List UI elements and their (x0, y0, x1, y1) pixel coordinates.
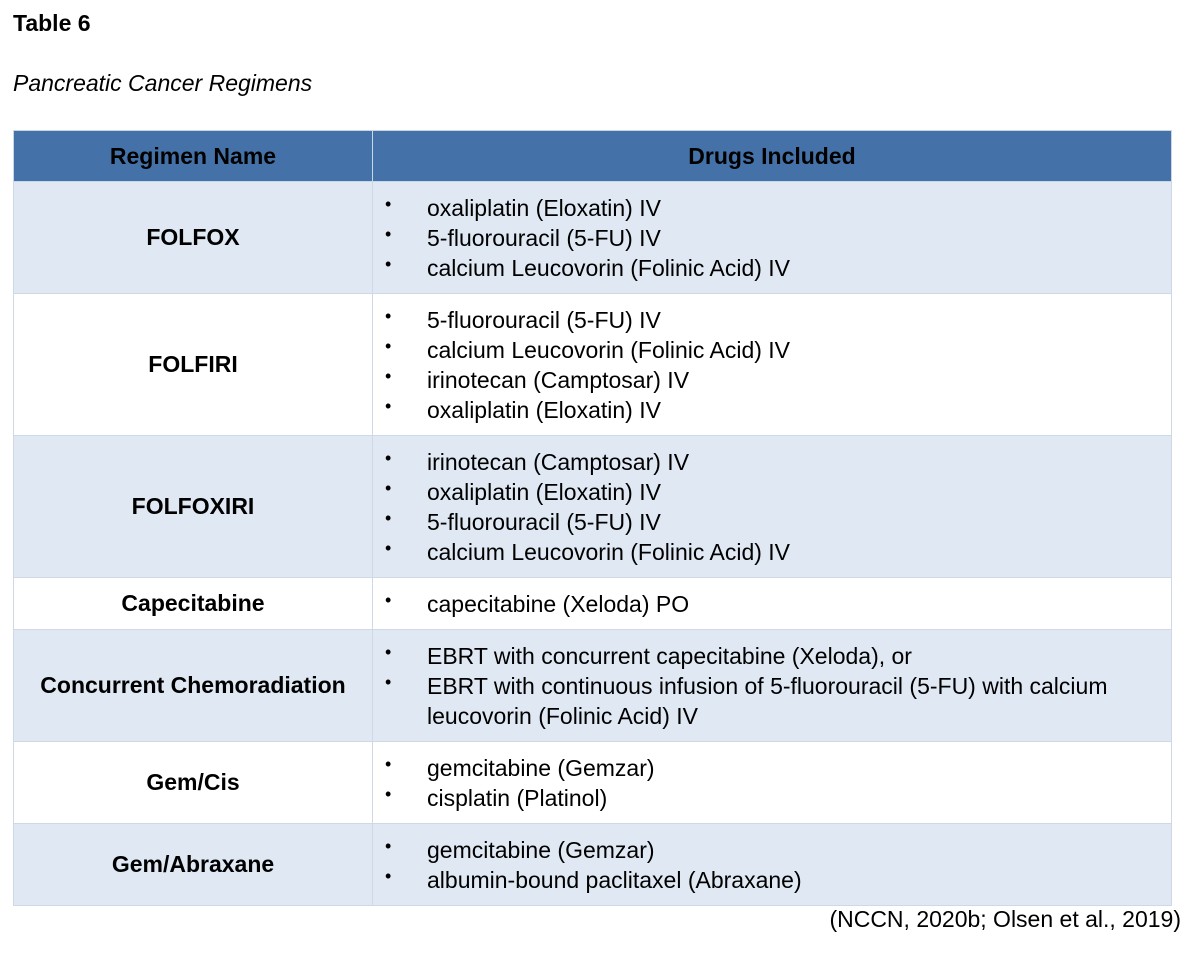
bullet-icon: • (385, 836, 392, 856)
drug-text: EBRT with continuous infusion of 5-fluorouracil (5-FU) with calcium leucovorin (Folinic Acid) IV (427, 673, 1108, 729)
table-row (14, 742, 1172, 824)
regimen-name: Gem/Cis (14, 742, 373, 824)
table-row (14, 436, 1172, 578)
regimen-name: FOLFIRI (14, 294, 373, 436)
drug-item (373, 193, 1171, 223)
citation: (NCCN, 2020b; Olsen et al., 2019) (829, 906, 1181, 932)
table-row (14, 630, 1172, 742)
bullet-icon: • (385, 866, 392, 886)
drug-item (373, 783, 1171, 813)
column-header-regimen-name: Regimen Name (14, 131, 373, 182)
drug-item (373, 507, 1171, 537)
drug-list (373, 447, 1171, 567)
bullet-icon: • (385, 336, 392, 356)
bullet-icon: • (385, 642, 392, 662)
drug-text: oxaliplatin (Eloxatin) IV (427, 397, 661, 423)
drug-item (373, 641, 1171, 671)
bullet-icon: • (385, 754, 392, 774)
table-number: Table 6 (13, 10, 91, 36)
drug-item (373, 305, 1171, 335)
drug-text: EBRT with concurrent capecitabine (Xeloda), or (427, 643, 912, 669)
drug-item (373, 365, 1171, 395)
drug-text: 5-fluorouracil (5-FU) IV (427, 509, 661, 535)
bullet-icon: • (385, 448, 392, 468)
drug-text: cisplatin (Platinol) (427, 785, 608, 811)
regimens-table (13, 130, 1172, 906)
drug-item (373, 589, 1171, 619)
bullet-icon: • (385, 306, 392, 326)
drug-item (373, 253, 1171, 283)
drug-text: capecitabine (Xeloda) PO (427, 591, 690, 617)
bullet-icon: • (385, 590, 392, 610)
drugs-cell (373, 630, 1172, 742)
drug-list (373, 193, 1171, 283)
drug-text: albumin-bound paclitaxel (Abraxane) (427, 867, 802, 893)
table-row (14, 578, 1172, 630)
drug-text: calcium Leucovorin (Folinic Acid) IV (427, 337, 791, 363)
regimen-name: Capecitabine (14, 578, 373, 630)
drug-item (373, 671, 1171, 731)
table-title: Pancreatic Cancer Regimens (13, 70, 313, 96)
drug-list (373, 835, 1171, 895)
table-body (14, 182, 1172, 906)
bullet-icon: • (385, 254, 392, 274)
drug-text: 5-fluorouracil (5-FU) IV (427, 307, 661, 333)
bullet-icon: • (385, 784, 392, 804)
table-row (14, 294, 1172, 436)
drug-list (373, 589, 1171, 619)
drug-item (373, 835, 1171, 865)
drug-text: irinotecan (Camptosar) IV (427, 367, 690, 393)
drug-item (373, 395, 1171, 425)
drugs-cell (373, 182, 1172, 294)
bullet-icon: • (385, 478, 392, 498)
drug-text: oxaliplatin (Eloxatin) IV (427, 479, 661, 505)
drugs-cell (373, 436, 1172, 578)
regimen-name: Concurrent Chemoradiation (14, 630, 373, 742)
bullet-icon: • (385, 194, 392, 214)
drug-list (373, 753, 1171, 813)
drug-item (373, 335, 1171, 365)
bullet-icon: • (385, 538, 392, 558)
bullet-icon: • (385, 396, 392, 416)
drug-text: calcium Leucovorin (Folinic Acid) IV (427, 539, 791, 565)
drug-text: calcium Leucovorin (Folinic Acid) IV (427, 255, 791, 281)
drugs-cell (373, 578, 1172, 630)
table-header-row (14, 131, 1172, 182)
drug-item (373, 865, 1171, 895)
regimen-name: Gem/Abraxane (14, 824, 373, 906)
bullet-icon: • (385, 224, 392, 244)
drug-text: irinotecan (Camptosar) IV (427, 449, 690, 475)
drug-list (373, 305, 1171, 425)
drug-item (373, 537, 1171, 567)
drug-list (373, 641, 1171, 731)
drug-item (373, 753, 1171, 783)
drugs-cell (373, 824, 1172, 906)
drug-item (373, 477, 1171, 507)
regimen-name: FOLFOXIRI (14, 436, 373, 578)
bullet-icon: • (385, 672, 392, 692)
table-row (14, 182, 1172, 294)
bullet-icon: • (385, 366, 392, 386)
drugs-cell (373, 294, 1172, 436)
drug-text: 5-fluorouracil (5-FU) IV (427, 225, 661, 251)
drug-item (373, 223, 1171, 253)
drug-text: gemcitabine (Gemzar) (427, 837, 655, 863)
drugs-cell (373, 742, 1172, 824)
drug-text: oxaliplatin (Eloxatin) IV (427, 195, 661, 221)
drug-text: gemcitabine (Gemzar) (427, 755, 655, 781)
table-row (14, 824, 1172, 906)
column-header-drugs-included: Drugs Included (373, 131, 1172, 182)
regimen-name: FOLFOX (14, 182, 373, 294)
drug-item (373, 447, 1171, 477)
bullet-icon: • (385, 508, 392, 528)
